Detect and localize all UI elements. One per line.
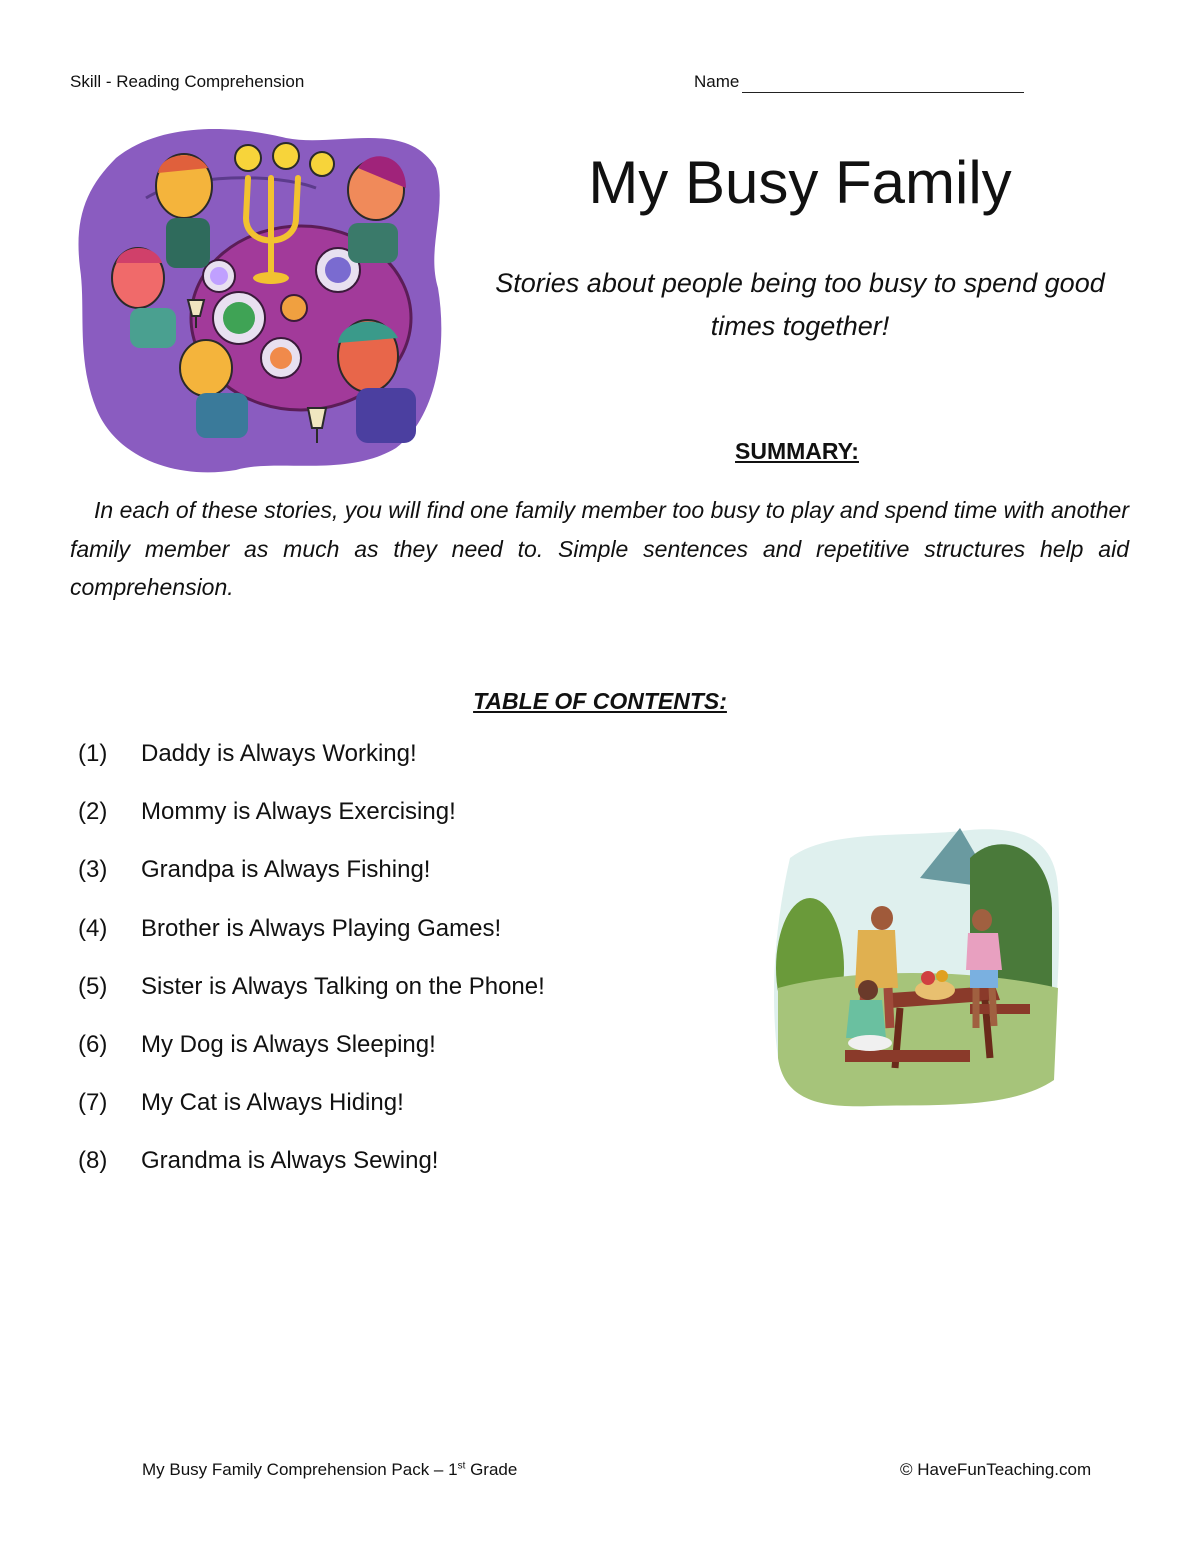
footer-pack-title-text: My Busy Family Comprehension Pack – 1 bbox=[142, 1460, 458, 1479]
toc-item bbox=[78, 915, 545, 973]
toc-item-label: Sister is Always Talking on the Phone! bbox=[141, 972, 545, 1000]
footer-ordinal: st bbox=[457, 1460, 466, 1472]
toc-item bbox=[78, 1147, 545, 1205]
toc-item-number: (8) bbox=[78, 1147, 108, 1175]
toc-item-number: (4) bbox=[78, 914, 108, 942]
toc-item-number: (3) bbox=[78, 856, 108, 884]
toc-item-label: My Dog is Always Sleeping! bbox=[141, 1030, 436, 1058]
toc-item-number: (6) bbox=[78, 1030, 108, 1058]
footer-pack-title bbox=[142, 1460, 517, 1480]
toc-item-label: Mommy is Always Exercising! bbox=[141, 798, 456, 826]
family-picnic-illustration bbox=[770, 818, 1062, 1110]
toc-item-number: (5) bbox=[78, 972, 108, 1000]
toc-item bbox=[78, 740, 545, 798]
toc-item-label: Grandpa is Always Fishing! bbox=[141, 856, 431, 884]
name-label: Name bbox=[694, 72, 740, 91]
toc-item-label: Grandma is Always Sewing! bbox=[141, 1147, 439, 1175]
subtitle: Stories about people being too busy to spend good times together! bbox=[495, 268, 1105, 341]
toc-item-label: Daddy is Always Working! bbox=[141, 740, 417, 767]
summary-heading: SUMMARY: bbox=[735, 438, 859, 464]
toc-item-number: (1) bbox=[78, 740, 108, 767]
toc-item-label: My Cat is Always Hiding! bbox=[141, 1089, 404, 1117]
toc-item-number: (7) bbox=[78, 1089, 108, 1117]
toc-item-number: (2) bbox=[78, 798, 108, 826]
toc-item-label: Brother is Always Playing Games! bbox=[141, 914, 502, 942]
footer-grade-text: Grade bbox=[465, 1460, 518, 1479]
footer-copyright: © HaveFunTeaching.com bbox=[900, 1460, 1092, 1479]
table-of-contents bbox=[78, 740, 545, 1206]
toc-item bbox=[78, 856, 545, 914]
summary-text: In each of these stories, you will find one family member too busy to play and spend time with another family member as much as they need to. Simple sentences and repetitive structures help aid comprehension. bbox=[70, 497, 1129, 600]
toc-heading: TABLE OF CONTENTS: bbox=[473, 688, 727, 714]
toc-item bbox=[78, 798, 545, 856]
name-blank-line bbox=[742, 92, 1024, 93]
skill-label: Skill - Reading Comprehension bbox=[70, 72, 305, 91]
toc-item bbox=[78, 1031, 545, 1089]
toc-item bbox=[78, 1089, 545, 1147]
toc-item bbox=[78, 973, 545, 1031]
page-title: My Busy Family bbox=[588, 149, 1012, 216]
family-dinner-illustration bbox=[76, 118, 446, 478]
